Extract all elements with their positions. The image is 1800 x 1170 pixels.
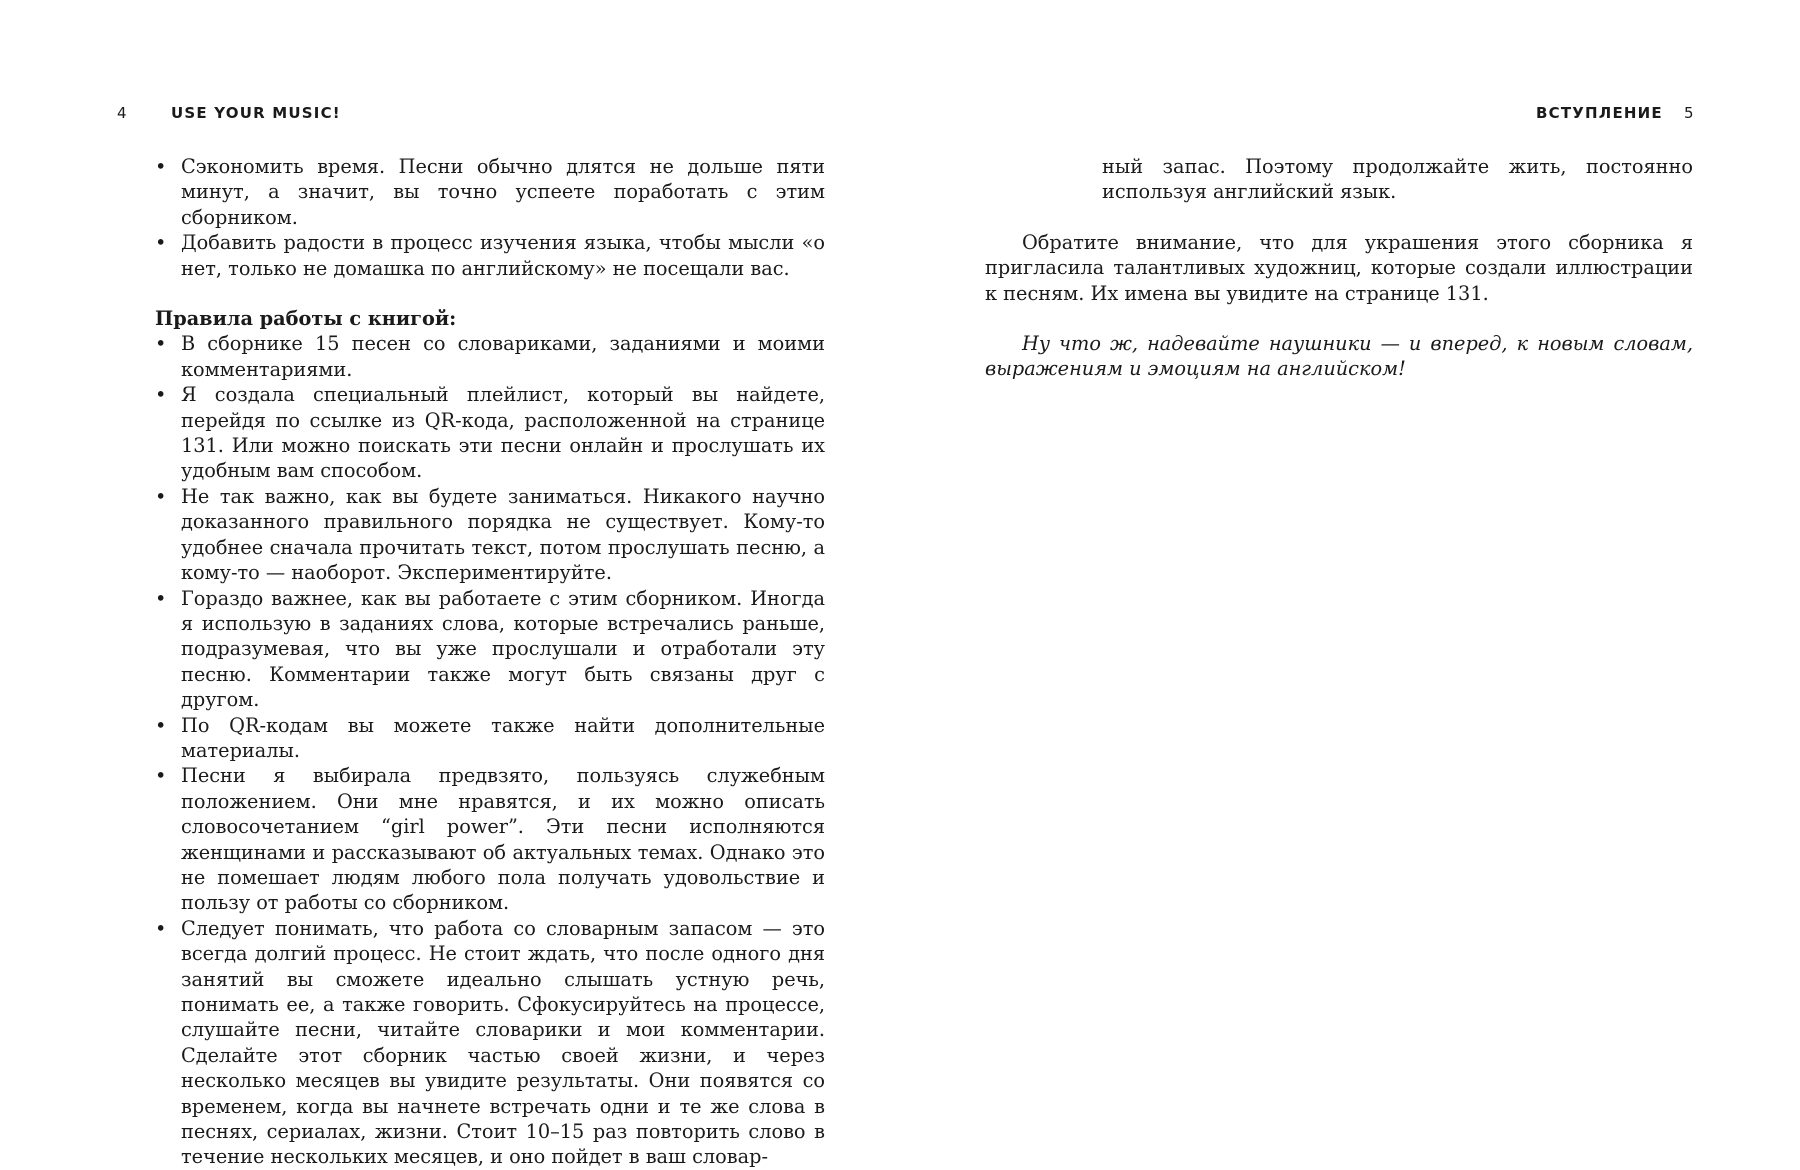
rules-heading: Правила работы с книгой: <box>155 307 457 331</box>
left-page <box>0 0 900 1169</box>
section-title-running-head: ВСТУПЛЕНИЕ <box>1536 104 1663 122</box>
left-text-column <box>155 154 825 1170</box>
rules-bullet-list <box>155 331 825 1169</box>
list-item: • В сборнике 15 песен со словариками, заданиями и моими комментариями. <box>155 331 825 382</box>
list-item: • Следует понимать, что работа со словарным запасом — это всегда долгий процесс. Не стоит ждать, что после одного дня занятий вы сможете идеально слышать устную речь, понимать ее, а также говорить. Сфокусируйтесь на процессе, слушайте песни, читайте словарики и мои комментарии. Сделайте этот сборник частью своей жизни, и через несколько месяцев вы увидите результаты. Они появятся со временем, когда вы начнете встречать одни и те же слова в песнях, сериалах, жизни. Стоит 10–15 раз повторить слово в течение нескольких месяцев, и оно пойдет в ваш словар- <box>155 916 825 1170</box>
right-page-number: 5 <box>1684 104 1695 122</box>
list-item: • Не так важно, как вы будете заниматься. Никакого научно доказанного правильного порядка не существует. Кому-то удобнее сначала прочитать текст, потом прослушать песню, а кому-то — наоборот. Экспериментируйте. <box>155 484 825 586</box>
top-bullet-list <box>155 154 825 281</box>
right-text-column <box>985 154 1693 382</box>
list-item: • Сэкономить время. Песни обычно длятся не дольше пяти минут, а значит, вы точно успеете поработать с этим сборником. <box>155 154 825 230</box>
list-item: • Песни я выбирала предвзято, пользуясь служебным положением. Они мне нравятся, и их можно описать словосочетанием “girl power”. Эти песни исполняются женщинами и рассказывают об актуальных темах. Однако это не помешает людям любого пола получать удовольствие и пользу от работы со сборником. <box>155 763 825 915</box>
right-page <box>900 0 1800 1164</box>
closing-italic-paragraph: Ну что ж, надевайте наушники — и вперед, к новым словам, выражениям и эмоциям на английском! <box>985 332 1693 381</box>
list-item: • Я создала специальный плейлист, который вы найдете, перейдя по ссылке из QR-кода, расположенной на странице 131. Или можно поискать эти песни онлайн и прослушать их удобным вам способом. <box>155 382 825 484</box>
left-page-number: 4 <box>117 104 128 122</box>
list-item: • По QR-кодам вы можете также найти дополнительные материалы. <box>155 713 825 764</box>
continued-bullet-text: ный запас. Поэтому продолжайте жить, постоянно используя английский язык. <box>1102 155 1693 204</box>
list-item: • Гораздо важнее, как вы работаете с этим сборником. Иногда я использую в заданиях слова, которые встречались раньше, подразумевая, что вы уже прослушали и отработали эту песню. Комментарии также могут быть связаны друг с другом. <box>155 586 825 713</box>
list-item: • Добавить радости в процесс изучения языка, чтобы мысли «о нет, только не домашка по английскому» не посещали вас. <box>155 230 825 281</box>
illustrators-paragraph: Обратите внимание, что для украшения этого сборника я пригласила талантливых художниц, которые создали иллюстрации к песням. Их имена вы увидите на странице 131. <box>985 230 1693 305</box>
book-title-running-head: USE YOUR MUSIC! <box>171 104 341 122</box>
